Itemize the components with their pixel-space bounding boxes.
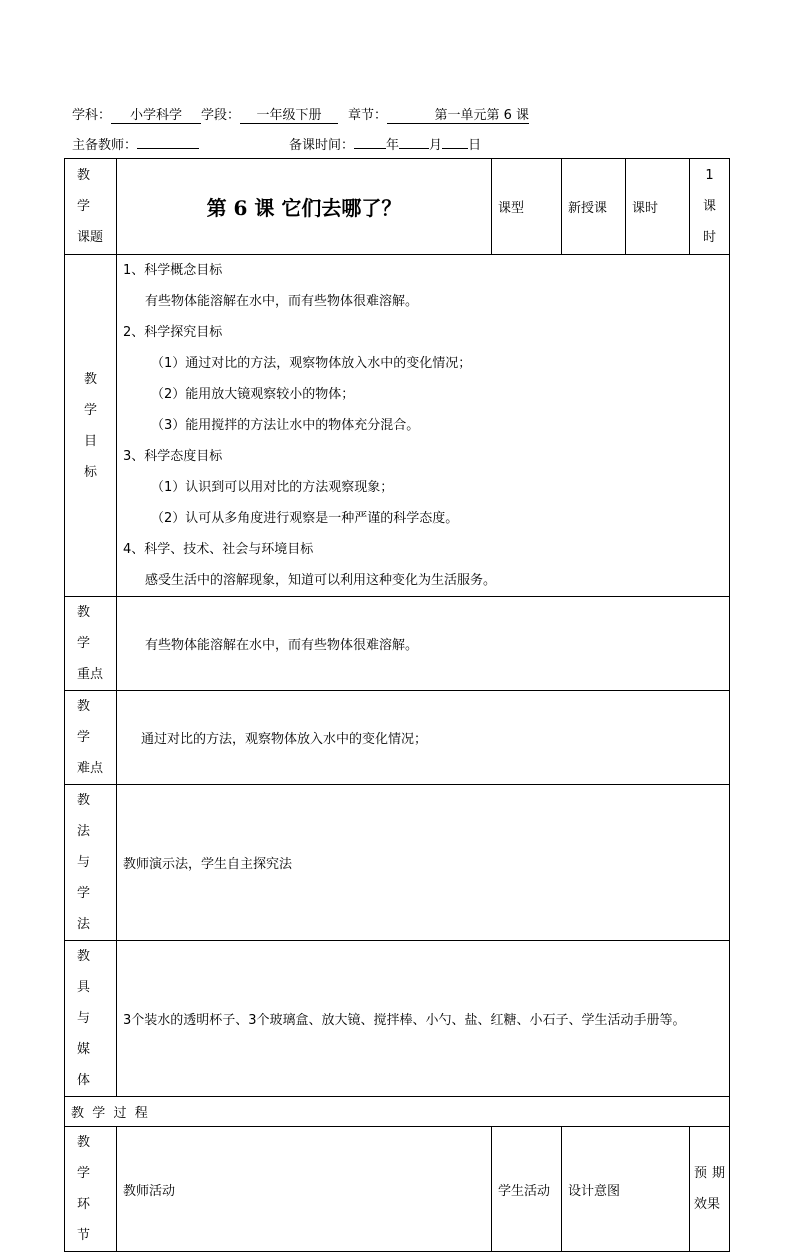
goals-label: 教 学 目 标 xyxy=(65,255,117,597)
hours-label: 课时 xyxy=(626,159,690,255)
goal-item: 感受生活中的溶解现象，知道可以利用这种变化为生活服务。 xyxy=(145,573,497,588)
topic-label: 教 学 课题 xyxy=(65,159,117,255)
header-line-1 xyxy=(72,104,529,124)
difficulty-value: 通过对比的方法，观察物体放入水中的变化情况； xyxy=(117,691,730,785)
goal-item: （1）认识到可以用对比的方法观察现象； xyxy=(151,480,394,495)
teacher-value xyxy=(137,148,199,149)
type-label: 课型 xyxy=(492,159,562,255)
goal-heading: 3、科学态度目标 xyxy=(123,449,223,464)
month-label: 月 xyxy=(429,138,443,153)
process-columns-row xyxy=(65,1127,730,1252)
col-teacher: 教师活动 xyxy=(117,1127,492,1252)
col-student: 学生活动 xyxy=(492,1127,562,1252)
goal-item: （2）认可从多角度进行观察是一种严谨的科学态度。 xyxy=(151,511,459,526)
col-effect: 预 期 效果 xyxy=(690,1127,730,1252)
stage-value: 一年级下册 xyxy=(240,108,338,124)
key-value: 有些物体能溶解在水中，而有些物体很难溶解。 xyxy=(117,597,730,691)
goal-item: （3）能用搅拌的方法让水中的物体充分混合。 xyxy=(151,418,420,433)
method-row xyxy=(65,785,730,941)
chapter-value: 第一单元第 6 课 xyxy=(387,108,529,124)
process-label: 教 学 过 程 xyxy=(65,1097,730,1127)
goal-item: 有些物体能溶解在水中，而有些物体很难溶解。 xyxy=(145,294,419,309)
col-design: 设计意图 xyxy=(562,1127,690,1252)
lesson-title: 第 6 课 它们去哪了？ xyxy=(117,159,492,255)
difficulty-row xyxy=(65,691,730,785)
method-value: 教师演示法，学生自主探究法 xyxy=(117,785,730,941)
goal-heading: 2、科学探究目标 xyxy=(123,325,223,340)
key-point-row xyxy=(65,597,730,691)
tools-label: 教 具 与 媒 体 xyxy=(65,941,117,1097)
stage-label: 学段： xyxy=(201,108,241,123)
tools-row xyxy=(65,941,730,1097)
goals-row xyxy=(65,255,730,597)
difficulty-label: 教 学 难点 xyxy=(65,691,117,785)
goal-item: （1）通过对比的方法，观察物体放入水中的变化情况； xyxy=(151,356,472,371)
type-value: 新授课 xyxy=(562,159,626,255)
method-label: 教 法 与 学 法 xyxy=(65,785,117,941)
process-row xyxy=(65,1097,730,1127)
subject-label: 学科： xyxy=(72,108,112,123)
year-label: 年 xyxy=(386,138,400,153)
goal-item: （2）能用放大镜观察较小的物体； xyxy=(151,387,355,402)
tools-value: 3个装水的透明杯子、3个玻璃盒、放大镜、搅拌棒、小勺、盐、红糖、小石子、学生活动手册等。 xyxy=(117,941,730,1097)
chapter-label: 章节： xyxy=(348,108,388,123)
topic-row xyxy=(65,159,730,255)
day-label: 日 xyxy=(468,138,482,153)
col-stage: 教 学 环 节 xyxy=(65,1127,117,1252)
goal-heading: 4、科学、技术、社会与环境目标 xyxy=(123,542,314,557)
goal-heading: 1、科学概念目标 xyxy=(123,263,223,278)
key-label: 教 学 重点 xyxy=(65,597,117,691)
time-label: 备课时间： xyxy=(289,138,355,153)
subject-value: 小学科学 xyxy=(111,108,201,124)
header-line-2 xyxy=(72,134,481,153)
hours-value: 1 课 时 xyxy=(690,159,730,255)
teacher-label: 主备教师： xyxy=(72,138,138,153)
goals-content xyxy=(117,255,730,597)
lesson-plan-table xyxy=(64,158,730,1252)
